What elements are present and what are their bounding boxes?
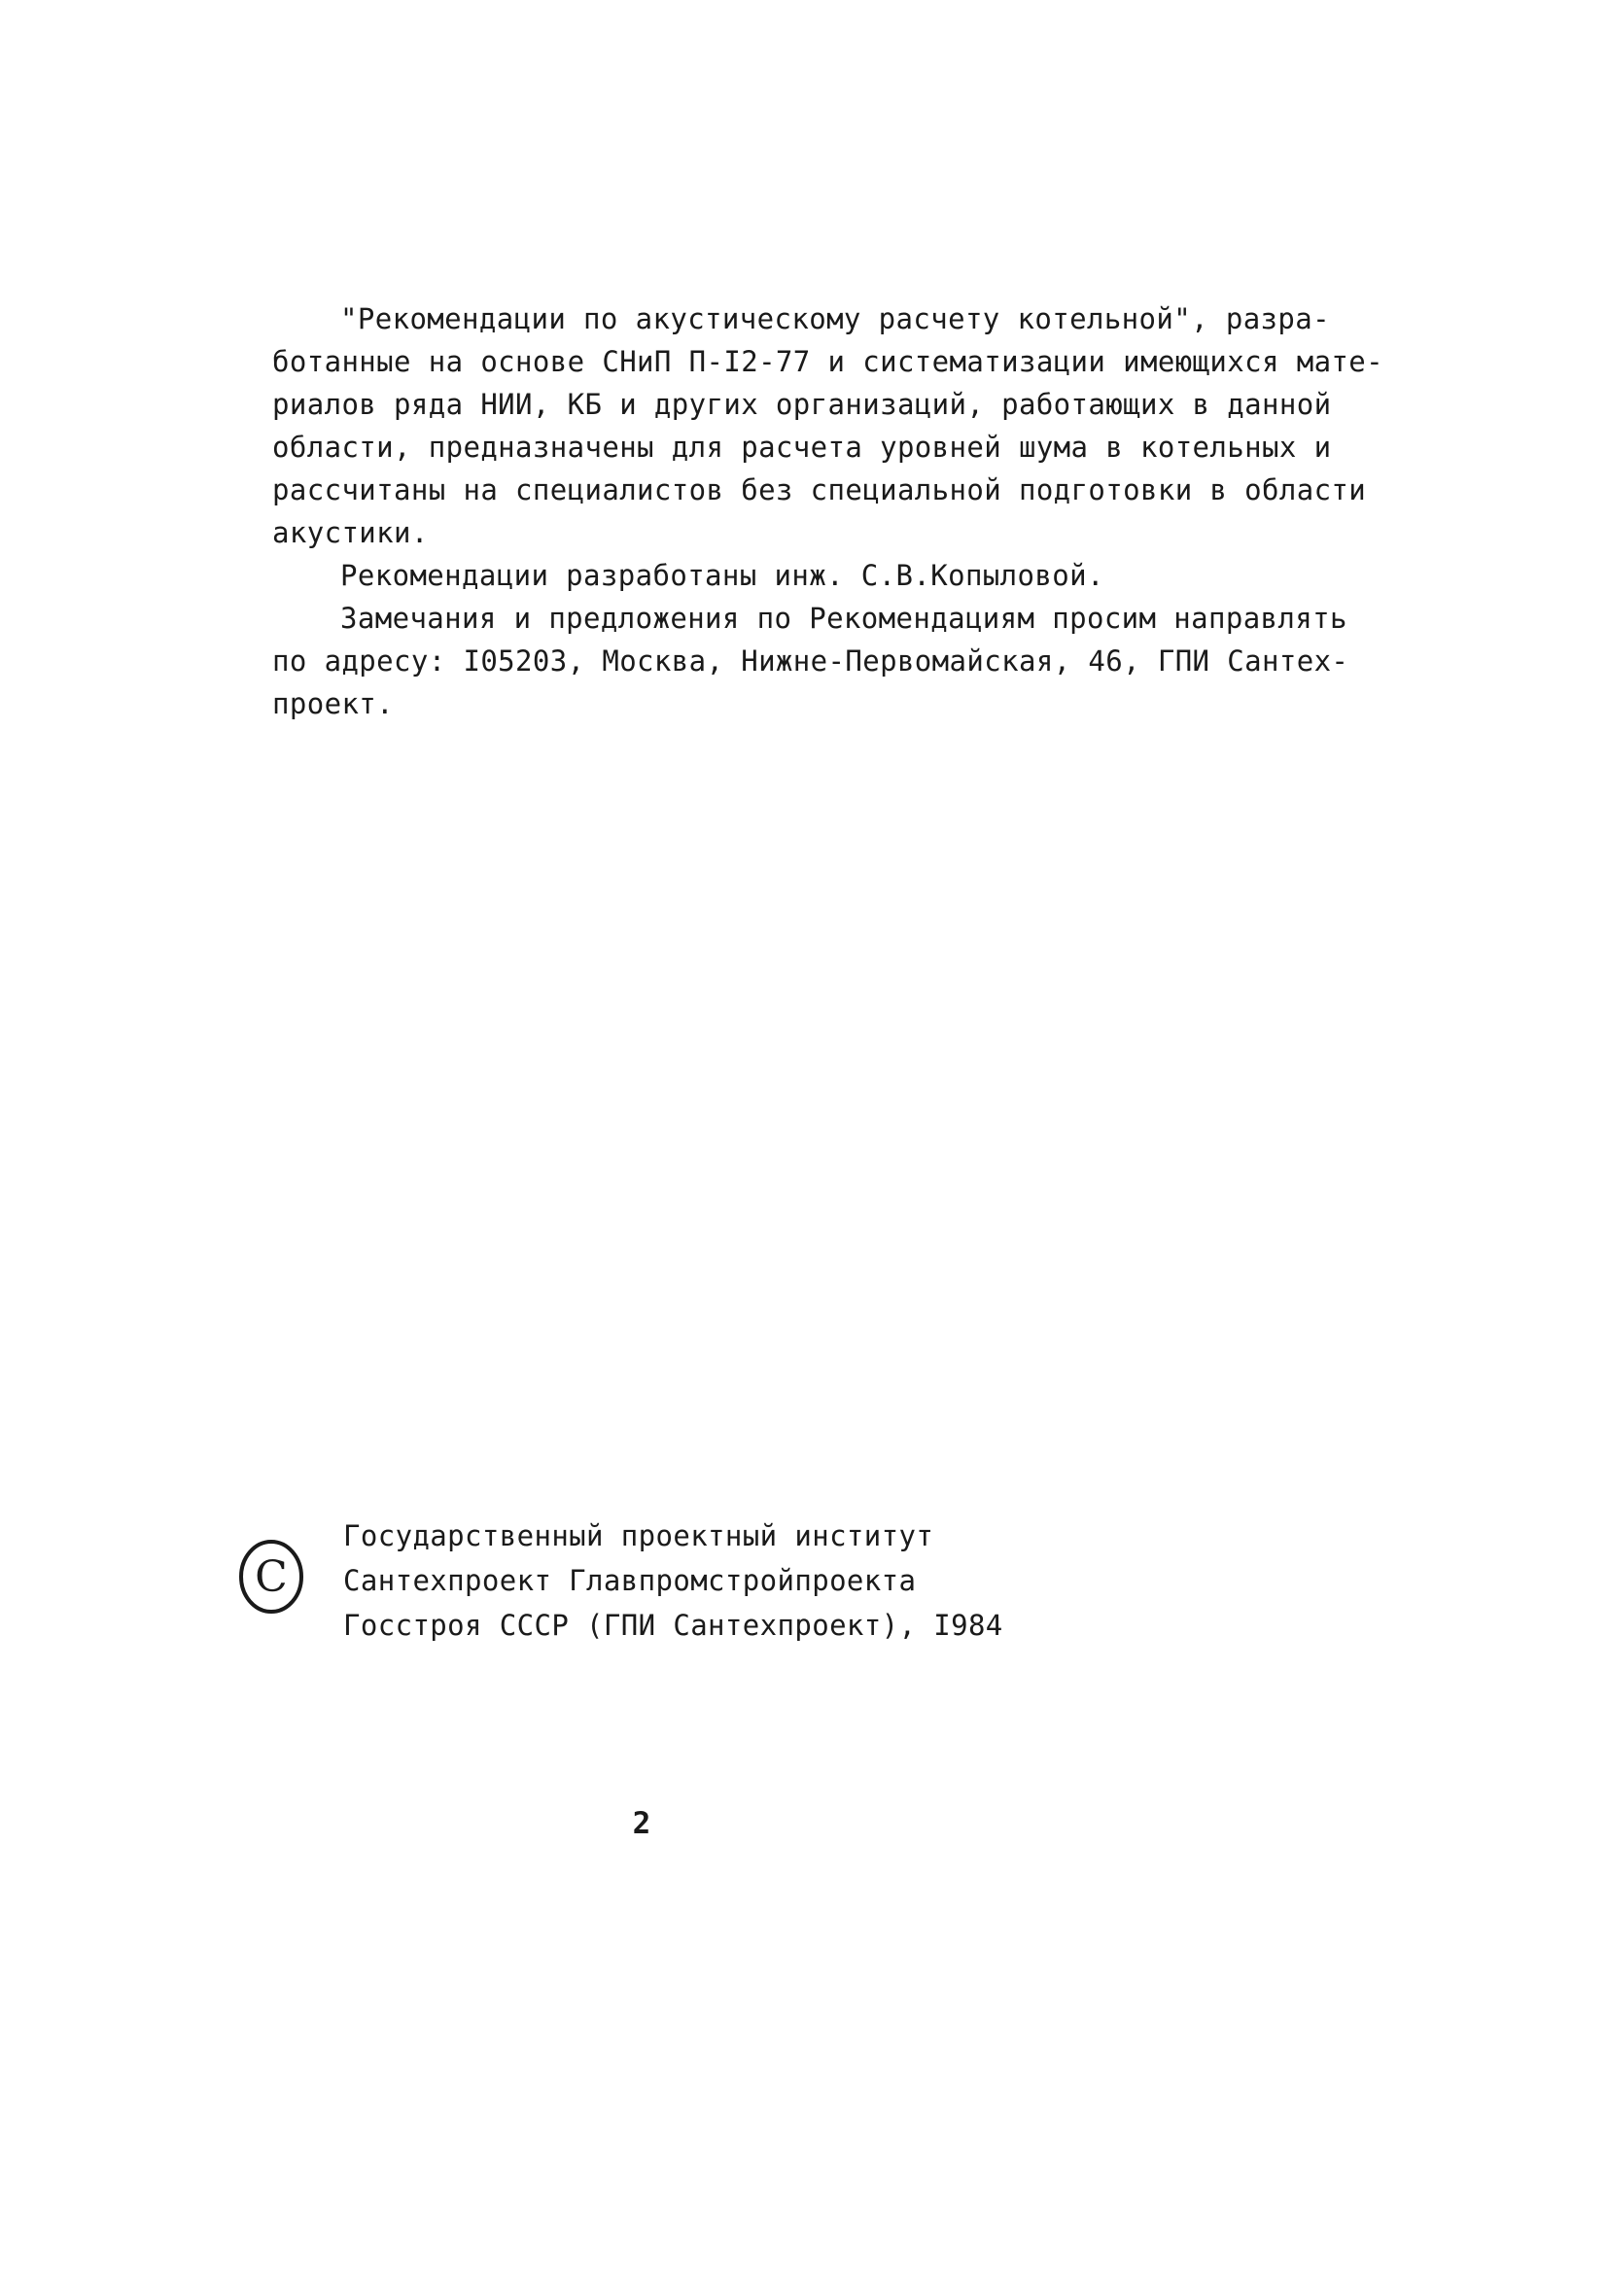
copyright-letter: C <box>255 1552 288 1602</box>
publisher-line-3: Госстроя СССР (ГПИ Сантехпроект), I984 <box>343 1609 1003 1642</box>
contact-line-1: Замечания и предложения по Рекомендациям просим направлять <box>340 602 1347 635</box>
contact-line-3: проект. <box>272 687 395 720</box>
publisher-line-1: Государственный проектный институт <box>343 1519 934 1552</box>
intro-line-4: области, предназначены для расчета уровней шума в котельных и <box>272 431 1332 464</box>
contact-line-2: по адресу: I05203, Москва, Нижне-Первомайская, 46, ГПИ Сантех- <box>272 644 1349 678</box>
intro-line-6: акустики. <box>272 516 429 549</box>
copyright-icon <box>238 1538 304 1616</box>
intro-line-5: рассчитаны на специалистов без специальной подготовки в области <box>272 473 1367 506</box>
publisher-line-2: Сантехпроект Главпромстройпроекта <box>343 1564 917 1597</box>
intro-line-3: риалов ряда НИИ, КБ и других организаций, работающих в данной <box>272 388 1332 421</box>
intro-line-2: ботанные на основе СНиП П-I2-77 и систематизации имеющихся мате- <box>272 345 1384 378</box>
intro-line-1: "Рекомендации по акустическому расчету котельной", разра- <box>340 302 1330 335</box>
page-number: 2 <box>632 1806 651 1841</box>
colophon <box>238 1516 1113 1652</box>
author-note: Рекомендации разработаны инж. С.В.Копыловой. <box>340 559 1104 592</box>
